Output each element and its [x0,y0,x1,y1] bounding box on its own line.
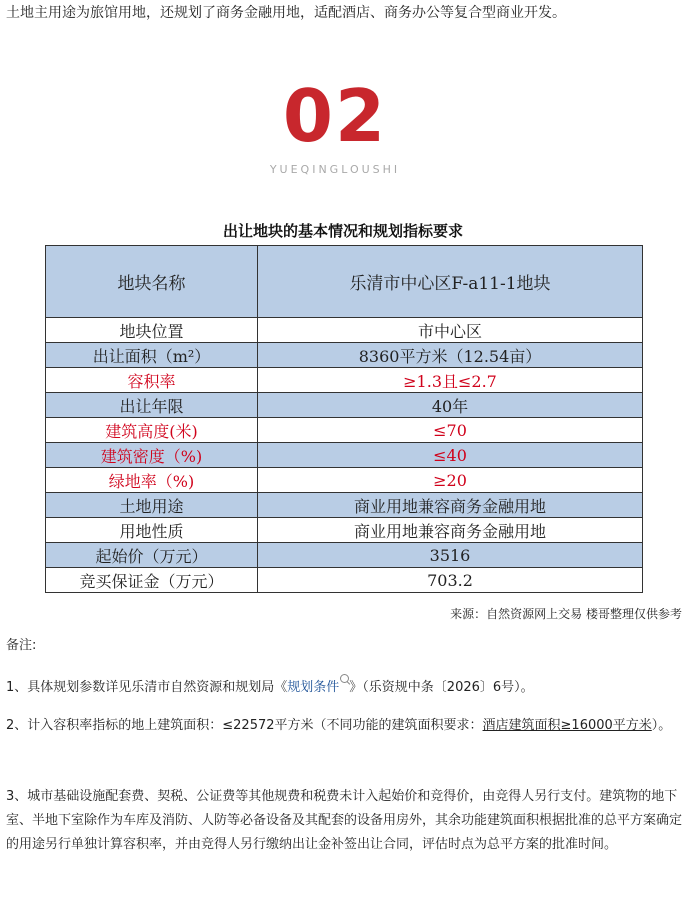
row-value: 40年 [258,393,643,418]
row-value: 商业用地兼容商务金融用地 [258,518,643,543]
note-2-tail: ）。 [651,718,672,733]
table-title: 出让地块的基本情况和规划指标要求 [222,222,463,240]
row-label: 土地用途 [46,493,258,518]
table-source: 来源：自然资源网上交易 楼哥整理仅供参考 [450,607,682,621]
row-label: 绿地率（%) [46,468,258,493]
note-3: 3、城市基础设施配套费、契税、公证费等其他规费和税费未计入起始价和竞得价，由竞得人另行支付。建筑物的地下室、半地下室除作为车库及消防、人防等必备设备及其配套的设备用房外，其余功能建筑面积根据批准的总平方案确定的用途另行单独计算容积率，并由竞得人另行缴纳出让金补签出让合同，评估时点为总平方案的批准时间。 [6,789,683,852]
note-1-text: 1、具体规划参数详见乐清市自然资源和规划局《 [6,680,288,695]
row-label: 建筑密度（%) [46,443,258,468]
row-value: 市中心区 [258,318,643,343]
table-row [46,393,643,418]
table-row [46,543,643,568]
row-value: ≥20 [258,468,643,493]
planning-conditions-link[interactable]: 规划条件 [287,680,340,695]
section-subtitle: YUEQINGLOUSHI [269,163,401,176]
note-2-text: 2、计入容积率指标的地上建筑面积：≤22572平方米（不同功能的建筑面积要求： [6,718,483,733]
row-label: 用地性质 [46,518,258,543]
note-1 [6,674,686,700]
row-value: 8360平方米（12.54亩） [258,343,643,368]
row-label: 地块名称 [46,246,258,318]
land-info-table [45,245,643,593]
table-row [46,318,643,343]
section-number: 02 [282,74,388,158]
table-row [46,493,643,518]
row-label: 竞买保证金（万元） [46,568,258,593]
row-value: ≤40 [258,443,643,468]
row-value: 703.2 [258,568,643,593]
row-label: 地块位置 [46,318,258,343]
row-label: 容积率 [46,368,258,393]
note-1-tail: 》（乐资规中条〔2026〕6号）。 [349,680,534,695]
row-value: ≤70 [258,418,643,443]
table-row [46,443,643,468]
row-label: 出让面积（m²） [46,343,258,368]
table-row [46,368,643,393]
table-row [46,568,643,593]
notes-heading: 备注: [6,638,37,653]
table-row [46,418,643,443]
row-label: 起始价（万元） [46,543,258,568]
row-value: 商业用地兼容商务金融用地 [258,493,643,518]
row-label: 建筑高度(米) [46,418,258,443]
table-row [46,468,643,493]
table-row [46,518,643,543]
row-value: 3516 [258,543,643,568]
row-label: 出让年限 [46,393,258,418]
table-row [46,246,643,318]
search-icon[interactable] [340,674,349,683]
row-value: 乐清市中心区F-a11-1地块 [258,246,643,318]
table-row [46,343,643,368]
row-value: ≥1.3且≤2.7 [258,368,643,393]
note-2 [6,714,686,738]
note-2-underlined: 酒店建筑面积≥16000平方米 [482,718,652,733]
intro-text: 土地主用途为旅馆用地，还规划了商务金融用地，适配酒店、商务办公等复合型商业开发。 [6,5,566,21]
